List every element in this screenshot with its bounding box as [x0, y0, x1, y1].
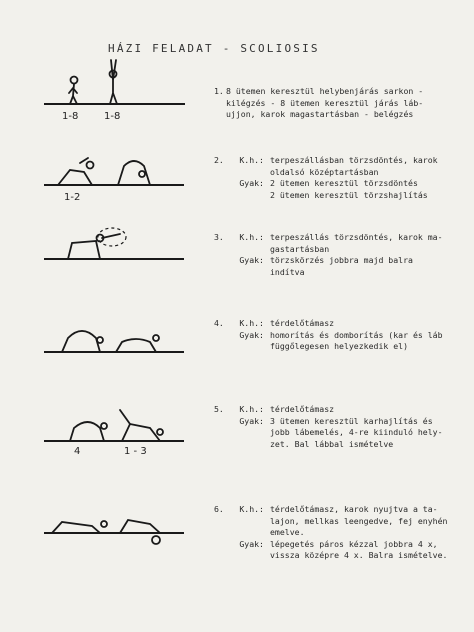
exercise-1 — [214, 86, 450, 121]
exercise-line: vissza középre 4 x. Balra ismételve. — [270, 550, 448, 561]
exercise-line: ujjon, karok magastartásban - belégzés — [226, 109, 414, 120]
exercise-line: térdelőtámasz — [270, 318, 335, 328]
exercise-line: 2 ütemen keresztül törzshajlítás — [270, 189, 428, 200]
exercise-line: jobb lábemelés, 4-re kiinduló hely- — [270, 427, 443, 438]
exercise-2 — [214, 155, 450, 201]
exercise-6 — [214, 504, 450, 562]
exercise-number: 2. — [214, 155, 224, 165]
figure-2-illustration — [44, 158, 184, 185]
exercise-line: 3 ütemen keresztül karhajlítás és — [270, 415, 433, 426]
exercise-line: homorítás és domborítás (kar és láb — [270, 329, 443, 340]
exercise-label — [226, 244, 270, 256]
exercise-number: 1. — [214, 86, 224, 96]
exercise-line: térdelőtámasz — [270, 404, 335, 414]
exercise-label: K.h.: — [239, 232, 264, 242]
exercise-line: függőlegesen helyezkedik el) — [270, 341, 409, 352]
exercise-line: oldalsó középtartásban — [270, 166, 379, 177]
exercise-label — [226, 439, 270, 451]
figure-5-illustration — [44, 410, 184, 441]
figure-6-illustration — [44, 520, 184, 544]
fig5-caption-a: 4 — [74, 446, 81, 457]
exercise-label: Gyak: — [239, 178, 264, 189]
exercise-label: Gyak: — [239, 329, 264, 340]
exercise-label: K.h.: — [239, 404, 264, 414]
fig1-caption-a: 1-8 — [62, 111, 79, 122]
fig2-caption: 1-2 — [64, 192, 81, 203]
exercise-label — [226, 341, 270, 353]
page-title: HÁZI FELADAT - SCOLIOSIS — [108, 42, 320, 55]
exercise-label: K.h.: — [239, 504, 264, 514]
exercise-line: törzskörzés jobbra majd balra indítva — [270, 255, 413, 277]
exercise-4 — [214, 318, 450, 353]
exercise-line: gastartásban — [270, 243, 330, 254]
exercise-label — [226, 427, 270, 439]
exercise-number: 3. — [214, 232, 224, 242]
exercise-label: K.h.: — [239, 318, 264, 328]
exercise-line: terpeszállásban törzsdöntés, karok — [270, 155, 438, 165]
exercise-line: zet. Bal lábbal ismételve — [270, 438, 394, 449]
exercise-line: 2 ütemen keresztül törzsdöntés — [270, 178, 418, 189]
figure-1-illustration — [44, 60, 185, 104]
exercise-label — [226, 190, 270, 202]
exercise-line: emelve. — [270, 527, 305, 538]
exercise-line: térdelőtámasz, karok nyujtva a ta- — [270, 504, 438, 514]
fig5-caption-b: 1 - 3 — [124, 446, 147, 457]
figure-4-illustration — [44, 331, 184, 352]
exercise-line: lépegetés páros kézzal jobbra 4 x, — [270, 538, 438, 549]
exercise-label: K.h.: — [239, 155, 264, 165]
exercise-label: Gyak: — [239, 538, 264, 549]
exercise-number: 5. — [214, 404, 224, 414]
exercise-label: Gyak: — [239, 415, 264, 426]
exercise-line: lajon, mellkas leengedve, fej enyhén — [270, 515, 448, 526]
exercise-line: 8 ütemen keresztül helybenjárás sarkon - — [226, 86, 424, 96]
exercise-label — [226, 550, 270, 562]
fig1-caption-b: 1-8 — [104, 111, 121, 122]
exercise-label: Gyak: — [239, 255, 264, 266]
exercise-label — [226, 167, 270, 179]
exercise-number: 6. — [214, 504, 224, 514]
exercise-label — [226, 527, 270, 539]
exercise-3 — [214, 232, 450, 278]
figure-3-illustration — [44, 228, 184, 259]
exercise-label — [226, 516, 270, 528]
exercise-line: terpeszállás törzsdöntés, karok ma- — [270, 232, 443, 242]
exercise-line: kilégzés - 8 ütemen keresztül járás láb- — [226, 97, 424, 108]
exercise-5 — [214, 404, 450, 450]
exercise-number: 4. — [214, 318, 224, 328]
